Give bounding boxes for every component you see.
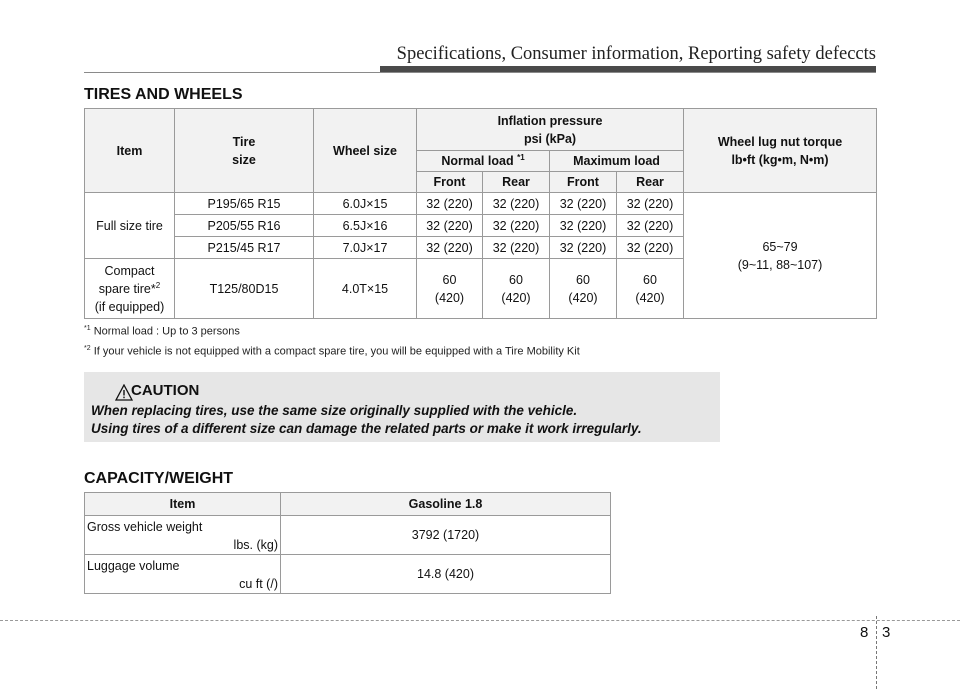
capacity-unit: lbs. (kg) (233, 538, 278, 552)
wheel-size-cell: 6.5J×16 (314, 215, 417, 237)
page-footer-rule (0, 620, 960, 621)
header-wheel-size: Wheel size (314, 109, 417, 193)
capacity-section-title: CAPACITY/WEIGHT (84, 470, 234, 487)
capacity-value: 14.8 (420) (281, 555, 611, 594)
tire-size-cell: P195/65 R15 (175, 193, 314, 215)
footnote-1-text: Normal load : Up to 3 persons (93, 325, 240, 338)
pressure-cell: 60 (420) (617, 259, 684, 319)
capacity-header-gasoline: Gasoline 1.8 (281, 493, 611, 516)
full-size-label: Full size tire (85, 193, 175, 259)
torque-line1: 65~79 (762, 239, 798, 254)
torque-value (684, 193, 877, 319)
pressure-cell: 32 (220) (417, 237, 483, 259)
header-normal-load (417, 151, 550, 172)
footnote-1 (84, 325, 240, 338)
pressure-cell: 32 (220) (483, 215, 550, 237)
footnote-2 (84, 345, 580, 358)
caution-line-1: When replacing tires, use the same size originally supplied with the vehicle. (91, 403, 578, 418)
pressure-cell: 32 (220) (550, 237, 617, 259)
page-number-separator (876, 616, 877, 689)
header-inflation-line2: psi (kPa) (523, 131, 577, 146)
table-row (85, 555, 611, 594)
page-header-title: Specifications, Consumer information, Reporting safety defeccts (396, 44, 876, 64)
header-torque (684, 109, 877, 193)
compact-spare-label (85, 259, 175, 319)
capacity-value: 3792 (1720) (281, 516, 611, 555)
wheel-size-cell: 7.0J×17 (314, 237, 417, 259)
header-inflation (417, 109, 684, 151)
pressure-cell: 32 (220) (617, 193, 684, 215)
pressure-cell: 32 (220) (617, 215, 684, 237)
header-tire-line2: size (232, 152, 256, 167)
page-number: 3 (882, 624, 891, 641)
header-normal-front: Front (417, 172, 483, 193)
wheel-size-cell: 6.0J×15 (314, 193, 417, 215)
chapter-number: 8 (860, 624, 869, 641)
capacity-label-cell (85, 516, 281, 555)
footnote-2-mark: *2 (84, 345, 91, 352)
header-rule (84, 72, 876, 73)
pressure-cell: 60 (420) (417, 259, 483, 319)
torque-line2: (9~11, 88~107) (737, 257, 823, 272)
pressure-cell: 32 (220) (550, 215, 617, 237)
table-row (85, 516, 611, 555)
pressure-cell: 32 (220) (617, 237, 684, 259)
header-maximum-load: Maximum load (550, 151, 684, 172)
pressure-cell: 32 (220) (417, 193, 483, 215)
compact-label-line3: (if equipped) (94, 299, 165, 314)
header-normal-rear: Rear (483, 172, 550, 193)
caution-text (91, 402, 642, 438)
compact-label-mark: 2 (155, 280, 161, 290)
header-max-front: Front (550, 172, 617, 193)
capacity-label-cell (85, 555, 281, 594)
capacity-label: Luggage volume (87, 559, 180, 573)
footnote-1-mark: *1 (84, 325, 91, 332)
tire-size-cell: P205/55 R16 (175, 215, 314, 237)
header-torque-line1: Wheel lug nut torque (717, 134, 843, 149)
normal-load-label: Normal load (441, 154, 514, 168)
pressure-cell: 60 (420) (550, 259, 617, 319)
tires-wheels-table (84, 108, 877, 319)
tires-section-title: TIRES AND WHEELS (84, 86, 243, 103)
normal-load-mark: *1 (517, 152, 525, 162)
wheel-size-cell: 4.0T×15 (314, 259, 417, 319)
footnote-2-text: If your vehicle is not equipped with a compact spare tire, you will be equipped with a Tire Mobility Kit (93, 345, 580, 358)
capacity-label: Gross vehicle weight (87, 520, 203, 534)
header-tire-line1: Tire (232, 134, 256, 149)
tire-size-cell: P215/45 R17 (175, 237, 314, 259)
compact-label-line1: Compact (104, 263, 155, 278)
header-tire-size (175, 109, 314, 193)
header-item: Item (85, 109, 175, 193)
header-max-rear: Rear (617, 172, 684, 193)
compact-label-line2: spare tire*$^2$ (98, 280, 161, 296)
pressure-cell: 32 (220) (483, 237, 550, 259)
capacity-header-item: Item (85, 493, 281, 516)
table-row (85, 193, 877, 215)
pressure-cell: 60 (420) (483, 259, 550, 319)
pressure-cell: 32 (220) (483, 193, 550, 215)
header-torque-line2: lb•ft (kg•m, N•m) (731, 152, 829, 167)
caution-title: CAUTION (131, 382, 200, 399)
caution-box (84, 372, 720, 442)
pressure-cell: 32 (220) (550, 193, 617, 215)
capacity-unit: cu ft (/) (239, 577, 278, 591)
header-inflation-line1: Inflation pressure (497, 113, 603, 128)
capacity-weight-table (84, 492, 611, 594)
caution-line-2: Using tires of a different size can damage the related parts or make it work irregularly. (91, 421, 642, 436)
pressure-cell: 32 (220) (417, 215, 483, 237)
tire-size-cell: T125/80D15 (175, 259, 314, 319)
